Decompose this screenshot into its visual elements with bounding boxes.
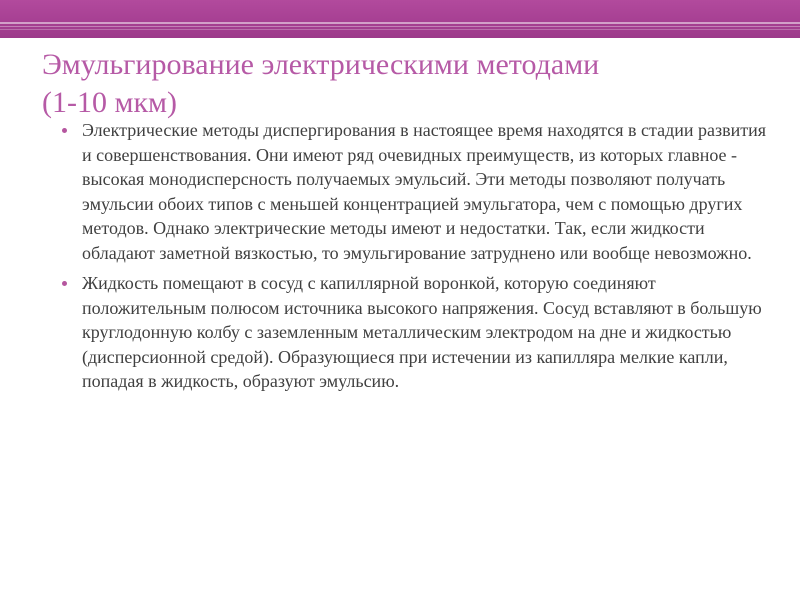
banner-stripe	[0, 26, 800, 27]
list-item	[62, 271, 770, 394]
list-item	[62, 118, 770, 265]
bullet-text: Электрические методы диспергирования в настоящее время находятся в стадии развития и совершенствования. Они имеют ряд очевидных преимуществ, из которых главное - высокая монодисперсность получаемых эмульсий. Эти методы позволяют получать эмульсии обоих типов с меньшей концентрацией эмульгатора, чем с помощью других методов. Однако электрические методы имеют и недостатки. Так, если жидкости обладают заметной вязкостью, то эмульгирование затруднено или вообще невозможно.	[82, 120, 767, 263]
banner-stripe	[0, 29, 800, 30]
slide-title	[42, 46, 762, 122]
bullet-icon	[62, 128, 67, 133]
bullet-text: Жидкость помещают в сосуд с капиллярной воронкой, которую соединяют положительным полюсом источника высокого напряжения. Сосуд вставляют в большую круглодонную колбу с заземленным металлическим электродом на дне и жидкостью (дисперсионной средой). Образующиеся при истечении из капилляра мелкие капли, попадая в жидкость, образуют эмульсию.	[82, 273, 762, 391]
banner-stripe	[0, 22, 800, 24]
bullet-list	[62, 118, 770, 400]
slide-title-line1: Эмульгирование электрическими методами	[42, 48, 600, 81]
top-banner	[0, 0, 800, 38]
bullet-icon	[62, 281, 67, 286]
slide-title-line2: (1-10 мкм)	[42, 86, 178, 119]
